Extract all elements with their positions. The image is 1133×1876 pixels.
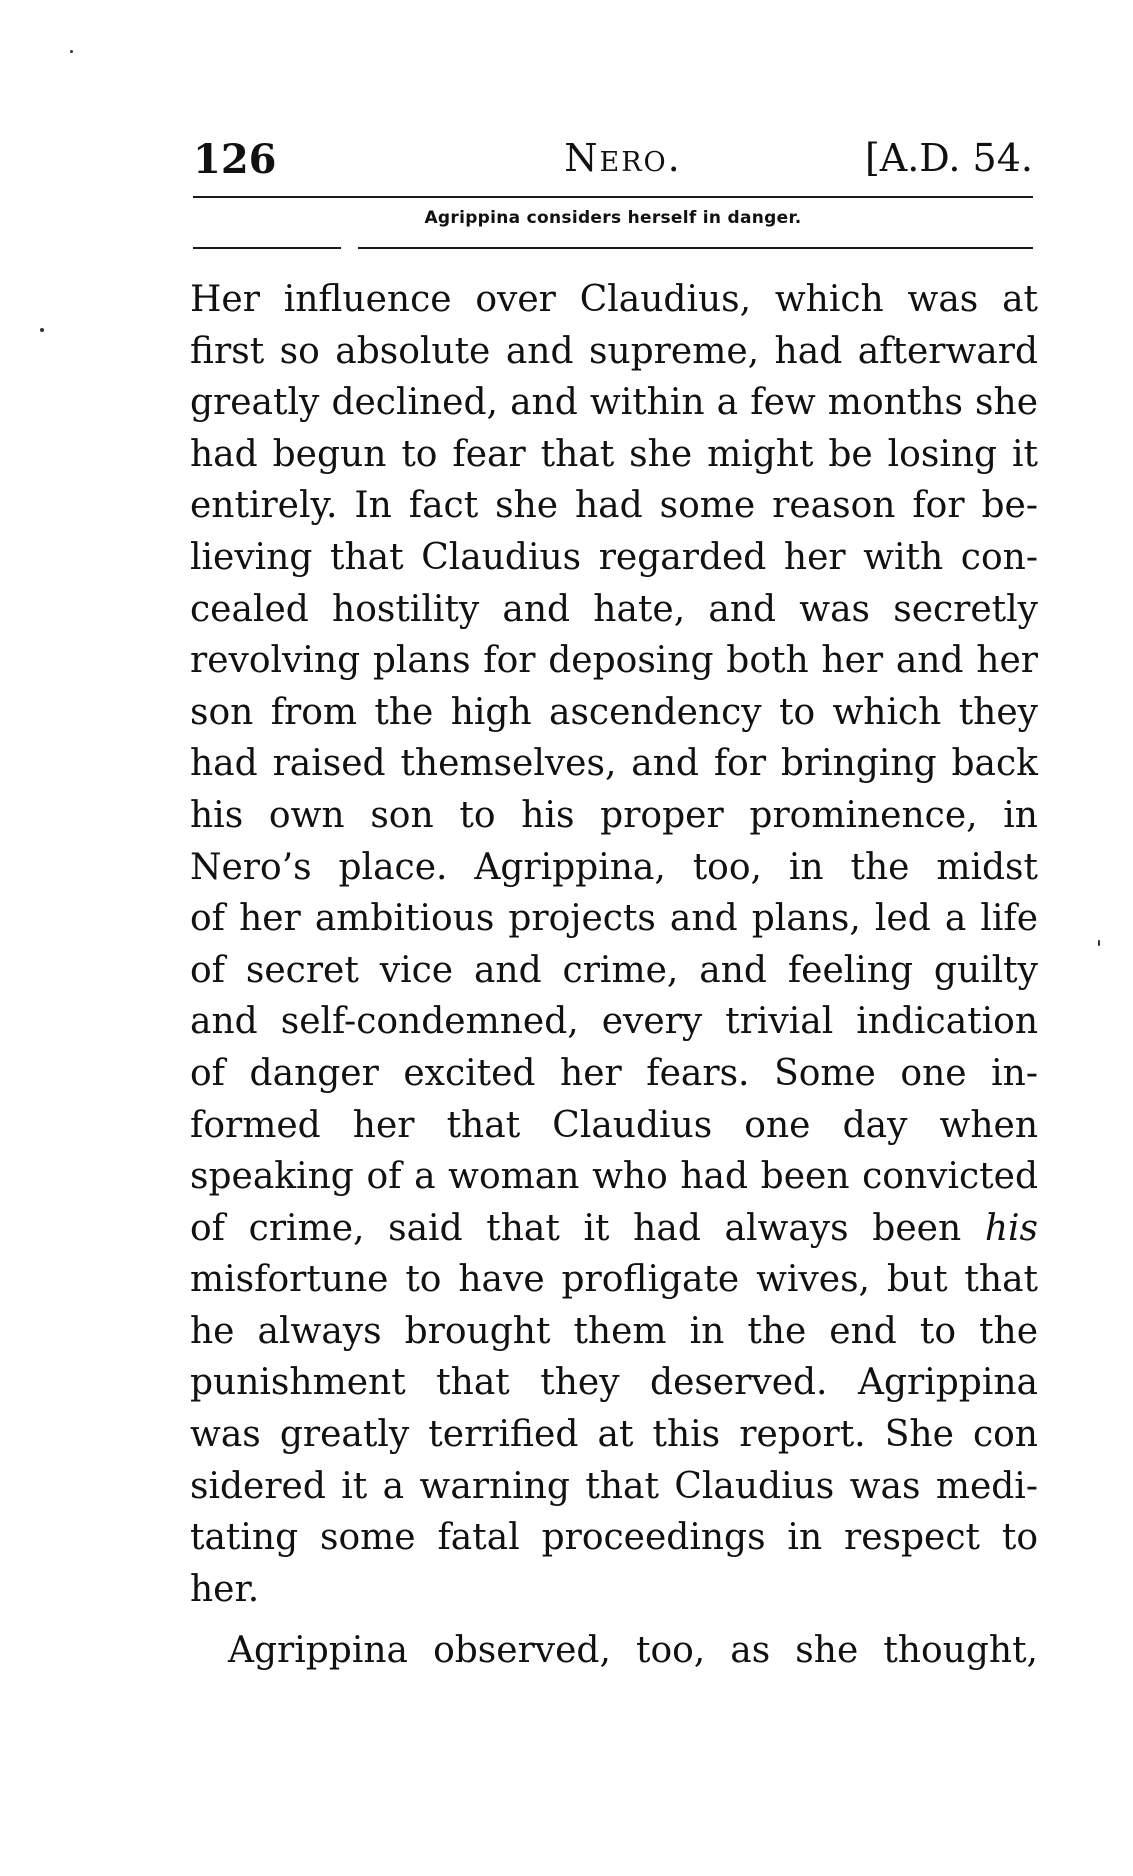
body-text: [190, 274, 1038, 1677]
text-line: of danger excited her fears. Some one in-: [190, 1052, 1038, 1094]
text-line: sidered it a warning that Claudius was medi-: [190, 1465, 1038, 1507]
page-number: 126: [193, 136, 277, 183]
text-line: of secret vice and crime, and feeling guilty: [190, 949, 1038, 991]
text-segment: of crime, said that it had always been: [190, 1207, 962, 1249]
header-rule: [193, 196, 1033, 198]
text-line: Nero’s place. Agrippina, too, in the midst: [190, 846, 1038, 888]
text-line: he always brought them in the end to the: [190, 1310, 1038, 1352]
text-line: speaking of a woman who had been convicted: [190, 1156, 1038, 1198]
scan-speck: [1098, 940, 1100, 946]
text-line: and self-condemned, every trivial indication: [190, 1001, 1038, 1043]
text-line: tating some fatal proceedings in respect to: [190, 1517, 1038, 1559]
page-header: [193, 136, 1033, 196]
text-line: misfortune to have profligate wives, but that: [190, 1259, 1038, 1301]
section-subheading: Agrippina considers herself in danger.: [424, 208, 802, 228]
text-line: of her ambitious projects and plans, led a life: [190, 898, 1038, 940]
scan-speck: [40, 328, 44, 332]
text-line: his own son to his proper prominence, in: [190, 794, 1038, 836]
paragraph-first-line: Agrippina observed, too, as she thought,: [228, 1630, 1038, 1672]
italic-emphasis: his: [984, 1207, 1038, 1249]
text-line: had begun to fear that she might be losing it: [190, 433, 1038, 475]
text-line: first so absolute and supreme, had afterward: [190, 330, 1038, 372]
text-line: was greatly terrified at this report. She con: [190, 1414, 1038, 1456]
text-line: Her influence over Claudius, which was at: [190, 279, 1038, 320]
subhead-rule-right: [358, 247, 1033, 249]
text-line: greatly declined, and within a few months she: [190, 382, 1038, 424]
text-line: revolving plans for deposing both her and her: [190, 640, 1038, 682]
text-line: son from the high ascendency to which they: [190, 691, 1038, 733]
running-title: Nero.: [564, 136, 682, 180]
text-line-with-italic: [190, 1203, 1038, 1255]
text-line: formed her that Claudius one day when: [190, 1104, 1038, 1146]
text-line: had raised themselves, and for bringing back: [190, 743, 1038, 785]
text-line: cealed hostility and hate, and was secretly: [190, 588, 1038, 630]
scan-speck: [70, 50, 73, 53]
date-reference: [A.D. 54.: [864, 136, 1033, 180]
text-line: entirely. In fact she had some reason for be-: [190, 485, 1038, 527]
text-line: punishment that they deserved. Agrippina: [190, 1362, 1038, 1404]
text-line: her.: [190, 1568, 260, 1610]
text-line: lieving that Claudius regarded her with con-: [190, 536, 1038, 578]
subhead-rule-left: [193, 247, 341, 249]
